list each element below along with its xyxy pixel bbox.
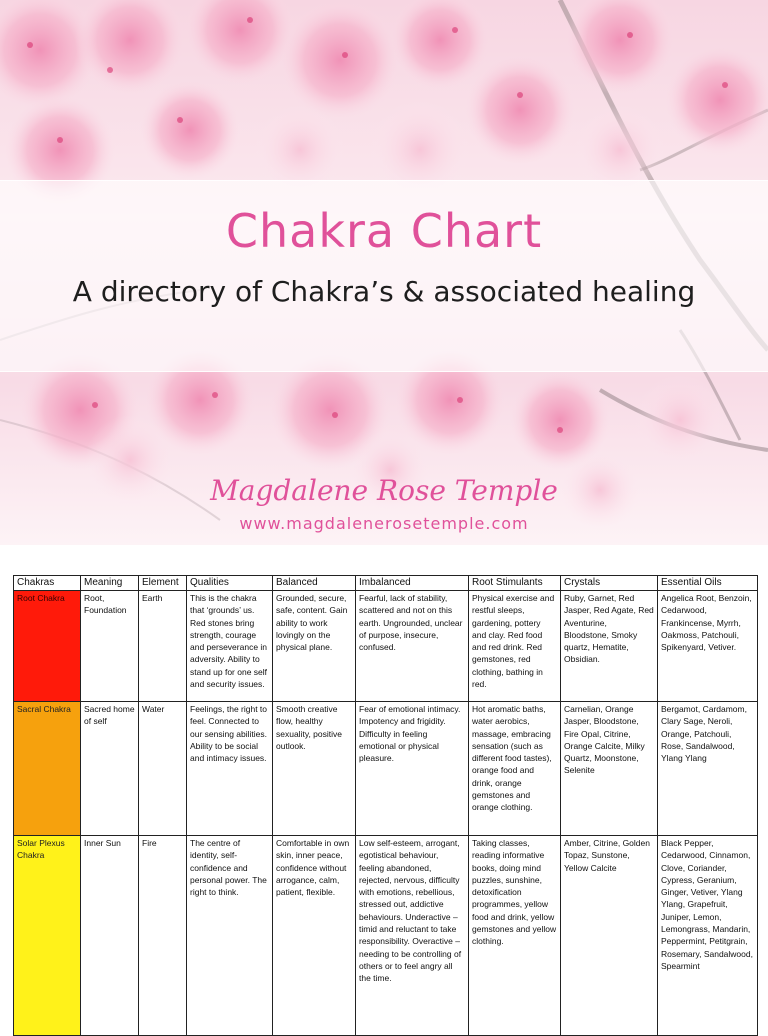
imbalanced-cell: Low self-esteem, arrogant, egotistical behaviour, feeling abandoned, rejected, nervous, difficulty with emotions, rebellious, stressed out, addictive behaviours. Underactive – timid and reluctant to take responsibility. Overactive – needing to be controlling of others or to feel angry all the time. bbox=[356, 836, 469, 1036]
balanced-cell: Comfortable in own skin, inner peace, confidence without arrogance, calm, patient, flexible. bbox=[273, 836, 356, 1036]
website-link[interactable]: www.magdalenerosetemple.com bbox=[239, 514, 529, 533]
meaning-cell: Root, Foundation bbox=[81, 591, 139, 702]
column-header: Chakras bbox=[14, 576, 81, 591]
qualities-cell: The centre of identity, self-confidence and personal power. The right to think. bbox=[187, 836, 273, 1036]
column-header: Essential Oils bbox=[658, 576, 758, 591]
qualities-cell: This is the chakra that ‘grounds’ us. Red stones bring strength, courage and perseverance in adversity. Ability to stand up for one self and security issues. bbox=[187, 591, 273, 702]
table-row bbox=[14, 836, 758, 1036]
imbalanced-cell: Fearful, lack of stability, scattered and not on this earth. Ungrounded, unclear of purpose, insecure, confused. bbox=[356, 591, 469, 702]
meaning-cell: Sacred home of self bbox=[81, 702, 139, 836]
oils-cell: Black Pepper, Cedarwood, Cinnamon, Clove, Coriander, Cypress, Geranium, Ginger, Vetiver, Ylang Ylang, Grapefruit, Juniper, Lemon, Lemongrass, Mandarin, Peppermint, Petitgrain, Rosemary, Sandalwood, Spearmint bbox=[658, 836, 758, 1036]
chakra-name-cell: Solar Plexus Chakra bbox=[14, 836, 81, 1036]
balanced-cell: Smooth creative flow, healthy sexuality, positive outlook. bbox=[273, 702, 356, 836]
column-header: Crystals bbox=[561, 576, 658, 591]
crystals-cell: Amber, Citrine, Golden Topaz, Sunstone, Yellow Calcite bbox=[561, 836, 658, 1036]
column-header: Root Stimulants bbox=[469, 576, 561, 591]
meaning-cell: Inner Sun bbox=[81, 836, 139, 1036]
stimulants-cell: Hot aromatic baths, water aerobics, massage, embracing sensation (such as different food tastes), orange food and drink, orange gemstones and orange clothing. bbox=[469, 702, 561, 836]
crystals-cell: Carnelian, Orange Jasper, Bloodstone, Fire Opal, Citrine, Orange Calcite, Milky Quartz, Moonstone, Selenite bbox=[561, 702, 658, 836]
oils-cell: Bergamot, Cardamom, Clary Sage, Neroli, Orange, Patchouli, Rose, Sandalwood, Ylang Ylang bbox=[658, 702, 758, 836]
table-header-row bbox=[14, 576, 758, 591]
brand-name: Magdalene Rose Temple bbox=[210, 474, 558, 507]
page-subtitle: A directory of Chakra’s & associated healing bbox=[72, 275, 696, 308]
table-row bbox=[14, 702, 758, 836]
oils-cell: Angelica Root, Benzoin, Cedarwood, Frankincense, Myrrh, Oakmoss, Patchouli, Spikenyard, Vetiver. bbox=[658, 591, 758, 702]
chakra-name-cell: Root Chakra bbox=[14, 591, 81, 702]
element-cell: Fire bbox=[139, 836, 187, 1036]
chakra-table bbox=[13, 575, 758, 1036]
column-header: Qualities bbox=[187, 576, 273, 591]
stimulants-cell: Physical exercise and restful sleeps, gardening, pottery and clay. Red food and red drink. Red gemstones, red clothing, bathing in red. bbox=[469, 591, 561, 702]
column-header: Element bbox=[139, 576, 187, 591]
balanced-cell: Grounded, secure, safe, content. Gain ability to work lovingly on the physical plane. bbox=[273, 591, 356, 702]
column-header: Meaning bbox=[81, 576, 139, 591]
element-cell: Earth bbox=[139, 591, 187, 702]
page-title: Chakra Chart bbox=[225, 204, 543, 258]
element-cell: Water bbox=[139, 702, 187, 836]
imbalanced-cell: Fear of emotional intimacy. Impotency and frigidity. Difficulty in feeling emotional or physical pleasure. bbox=[356, 702, 469, 836]
table-row bbox=[14, 591, 758, 702]
column-header: Imbalanced bbox=[356, 576, 469, 591]
chakra-name-cell: Sacral Chakra bbox=[14, 702, 81, 836]
crystals-cell: Ruby, Garnet, Red Jasper, Red Agate, Red Aventurine, Bloodstone, Smoky quartz, Hematite, Obsidian. bbox=[561, 591, 658, 702]
qualities-cell: Feelings, the right to feel. Connected to our sensing abilities. Ability to be social and intimacy issues. bbox=[187, 702, 273, 836]
stimulants-cell: Taking classes, reading informative books, doing mind puzzles, sunshine, detoxification programmes, yellow food and drink, yellow gemstones and yellow clothing. bbox=[469, 836, 561, 1036]
column-header: Balanced bbox=[273, 576, 356, 591]
